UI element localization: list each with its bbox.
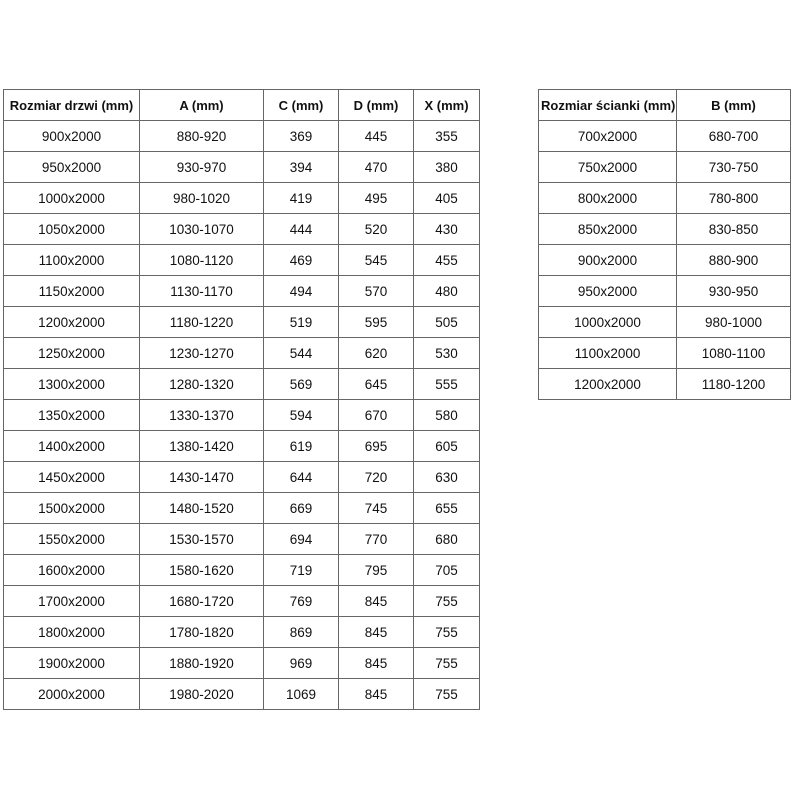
table-cell: 1080-1100: [677, 338, 791, 369]
table-cell: 695: [339, 431, 414, 462]
table-row: [539, 152, 791, 183]
table-cell: 1000x2000: [4, 183, 140, 214]
table-cell: 620: [339, 338, 414, 369]
table-cell: 444: [264, 214, 339, 245]
table-cell: 1500x2000: [4, 493, 140, 524]
table-cell: 755: [414, 648, 480, 679]
table-cell: 655: [414, 493, 480, 524]
table-cell: 845: [339, 648, 414, 679]
table-cell: 1250x2000: [4, 338, 140, 369]
table-cell: 1350x2000: [4, 400, 140, 431]
wall-size-table: [538, 89, 791, 400]
column-header: X (mm): [414, 90, 480, 121]
table-row: [4, 679, 480, 710]
table-cell: 1430-1470: [140, 462, 264, 493]
table-cell: 644: [264, 462, 339, 493]
table-cell: 520: [339, 214, 414, 245]
table-row: [4, 307, 480, 338]
table-cell: 950x2000: [4, 152, 140, 183]
table-cell: 605: [414, 431, 480, 462]
table-cell: 730-750: [677, 152, 791, 183]
table-cell: 1880-1920: [140, 648, 264, 679]
table-cell: 595: [339, 307, 414, 338]
table-cell: 419: [264, 183, 339, 214]
table-cell: 830-850: [677, 214, 791, 245]
table-cell: 694: [264, 524, 339, 555]
table-cell: 630: [414, 462, 480, 493]
table-cell: 495: [339, 183, 414, 214]
table-cell: 980-1000: [677, 307, 791, 338]
table-cell: 545: [339, 245, 414, 276]
table-cell: 1230-1270: [140, 338, 264, 369]
table-cell: 1000x2000: [539, 307, 677, 338]
table-cell: 700x2000: [539, 121, 677, 152]
table-row: [4, 586, 480, 617]
wall-table-body: [539, 121, 791, 400]
table-cell: 1580-1620: [140, 555, 264, 586]
table-cell: 1080-1120: [140, 245, 264, 276]
table-cell: 1150x2000: [4, 276, 140, 307]
table-cell: 1100x2000: [4, 245, 140, 276]
table-cell: 445: [339, 121, 414, 152]
table-cell: 745: [339, 493, 414, 524]
header-row: [539, 90, 791, 121]
table-cell: 1030-1070: [140, 214, 264, 245]
column-header: D (mm): [339, 90, 414, 121]
table-cell: 1400x2000: [4, 431, 140, 462]
table-cell: 869: [264, 617, 339, 648]
table-cell: 519: [264, 307, 339, 338]
door-table-header: [4, 90, 480, 121]
table-cell: 1280-1320: [140, 369, 264, 400]
table-row: [4, 431, 480, 462]
table-cell: 680-700: [677, 121, 791, 152]
table-cell: 570: [339, 276, 414, 307]
table-row: [539, 121, 791, 152]
table-cell: 369: [264, 121, 339, 152]
table-cell: 455: [414, 245, 480, 276]
table-cell: 1200x2000: [4, 307, 140, 338]
table-cell: 1530-1570: [140, 524, 264, 555]
table-row: [4, 214, 480, 245]
table-cell: 1600x2000: [4, 555, 140, 586]
table-cell: 1330-1370: [140, 400, 264, 431]
table-cell: 1700x2000: [4, 586, 140, 617]
table-cell: 1180-1200: [677, 369, 791, 400]
table-cell: 755: [414, 679, 480, 710]
table-cell: 1550x2000: [4, 524, 140, 555]
table-row: [4, 524, 480, 555]
table-cell: 1380-1420: [140, 431, 264, 462]
table-cell: 1200x2000: [539, 369, 677, 400]
table-row: [4, 648, 480, 679]
table-cell: 880-920: [140, 121, 264, 152]
table-cell: 980-1020: [140, 183, 264, 214]
table-cell: 755: [414, 586, 480, 617]
table-cell: 380: [414, 152, 480, 183]
column-header: B (mm): [677, 90, 791, 121]
table-cell: 619: [264, 431, 339, 462]
wall-table-header: [539, 90, 791, 121]
table-cell: 1800x2000: [4, 617, 140, 648]
column-header: Rozmiar drzwi (mm): [4, 90, 140, 121]
table-cell: 1980-2020: [140, 679, 264, 710]
table-cell: 800x2000: [539, 183, 677, 214]
table-row: [4, 121, 480, 152]
table-cell: 1069: [264, 679, 339, 710]
table-row: [539, 369, 791, 400]
table-cell: 720: [339, 462, 414, 493]
table-row: [539, 307, 791, 338]
door-table-body: [4, 121, 480, 710]
table-cell: 770: [339, 524, 414, 555]
table-row: [539, 245, 791, 276]
table-row: [539, 183, 791, 214]
table-cell: 680: [414, 524, 480, 555]
table-cell: 1480-1520: [140, 493, 264, 524]
table-cell: 1900x2000: [4, 648, 140, 679]
table-row: [4, 245, 480, 276]
table-row: [4, 400, 480, 431]
table-cell: 750x2000: [539, 152, 677, 183]
table-cell: 1680-1720: [140, 586, 264, 617]
table-row: [4, 183, 480, 214]
table-cell: 845: [339, 617, 414, 648]
table-cell: 1180-1220: [140, 307, 264, 338]
table-row: [4, 617, 480, 648]
column-header: Rozmiar ścianki (mm): [539, 90, 677, 121]
table-cell: 705: [414, 555, 480, 586]
table-cell: 580: [414, 400, 480, 431]
table-cell: 470: [339, 152, 414, 183]
column-header: C (mm): [264, 90, 339, 121]
table-row: [4, 493, 480, 524]
table-row: [4, 369, 480, 400]
table-cell: 1780-1820: [140, 617, 264, 648]
table-cell: 494: [264, 276, 339, 307]
table-cell: 1450x2000: [4, 462, 140, 493]
table-cell: 930-950: [677, 276, 791, 307]
table-cell: 2000x2000: [4, 679, 140, 710]
table-cell: 930-970: [140, 152, 264, 183]
table-cell: 755: [414, 617, 480, 648]
table-cell: 950x2000: [539, 276, 677, 307]
table-cell: 1050x2000: [4, 214, 140, 245]
table-cell: 355: [414, 121, 480, 152]
table-cell: 780-800: [677, 183, 791, 214]
table-row: [539, 214, 791, 245]
table-cell: 594: [264, 400, 339, 431]
table-cell: 480: [414, 276, 480, 307]
table-cell: 1130-1170: [140, 276, 264, 307]
table-cell: 645: [339, 369, 414, 400]
table-cell: 405: [414, 183, 480, 214]
table-row: [4, 555, 480, 586]
table-cell: 555: [414, 369, 480, 400]
table-cell: 900x2000: [4, 121, 140, 152]
table-row: [539, 338, 791, 369]
table-cell: 850x2000: [539, 214, 677, 245]
table-cell: 769: [264, 586, 339, 617]
table-cell: 530: [414, 338, 480, 369]
table-row: [4, 338, 480, 369]
table-cell: 544: [264, 338, 339, 369]
column-header: A (mm): [140, 90, 264, 121]
table-cell: 1300x2000: [4, 369, 140, 400]
table-cell: 900x2000: [539, 245, 677, 276]
table-cell: 845: [339, 586, 414, 617]
table-cell: 795: [339, 555, 414, 586]
table-row: [4, 152, 480, 183]
table-cell: 670: [339, 400, 414, 431]
header-row: [4, 90, 480, 121]
table-cell: 469: [264, 245, 339, 276]
table-cell: 430: [414, 214, 480, 245]
table-cell: 845: [339, 679, 414, 710]
door-size-table: [3, 89, 480, 710]
table-cell: 505: [414, 307, 480, 338]
table-cell: 569: [264, 369, 339, 400]
table-cell: 880-900: [677, 245, 791, 276]
table-row: [4, 276, 480, 307]
table-cell: 1100x2000: [539, 338, 677, 369]
table-row: [539, 276, 791, 307]
table-cell: 669: [264, 493, 339, 524]
table-cell: 719: [264, 555, 339, 586]
table-cell: 394: [264, 152, 339, 183]
table-row: [4, 462, 480, 493]
table-cell: 969: [264, 648, 339, 679]
